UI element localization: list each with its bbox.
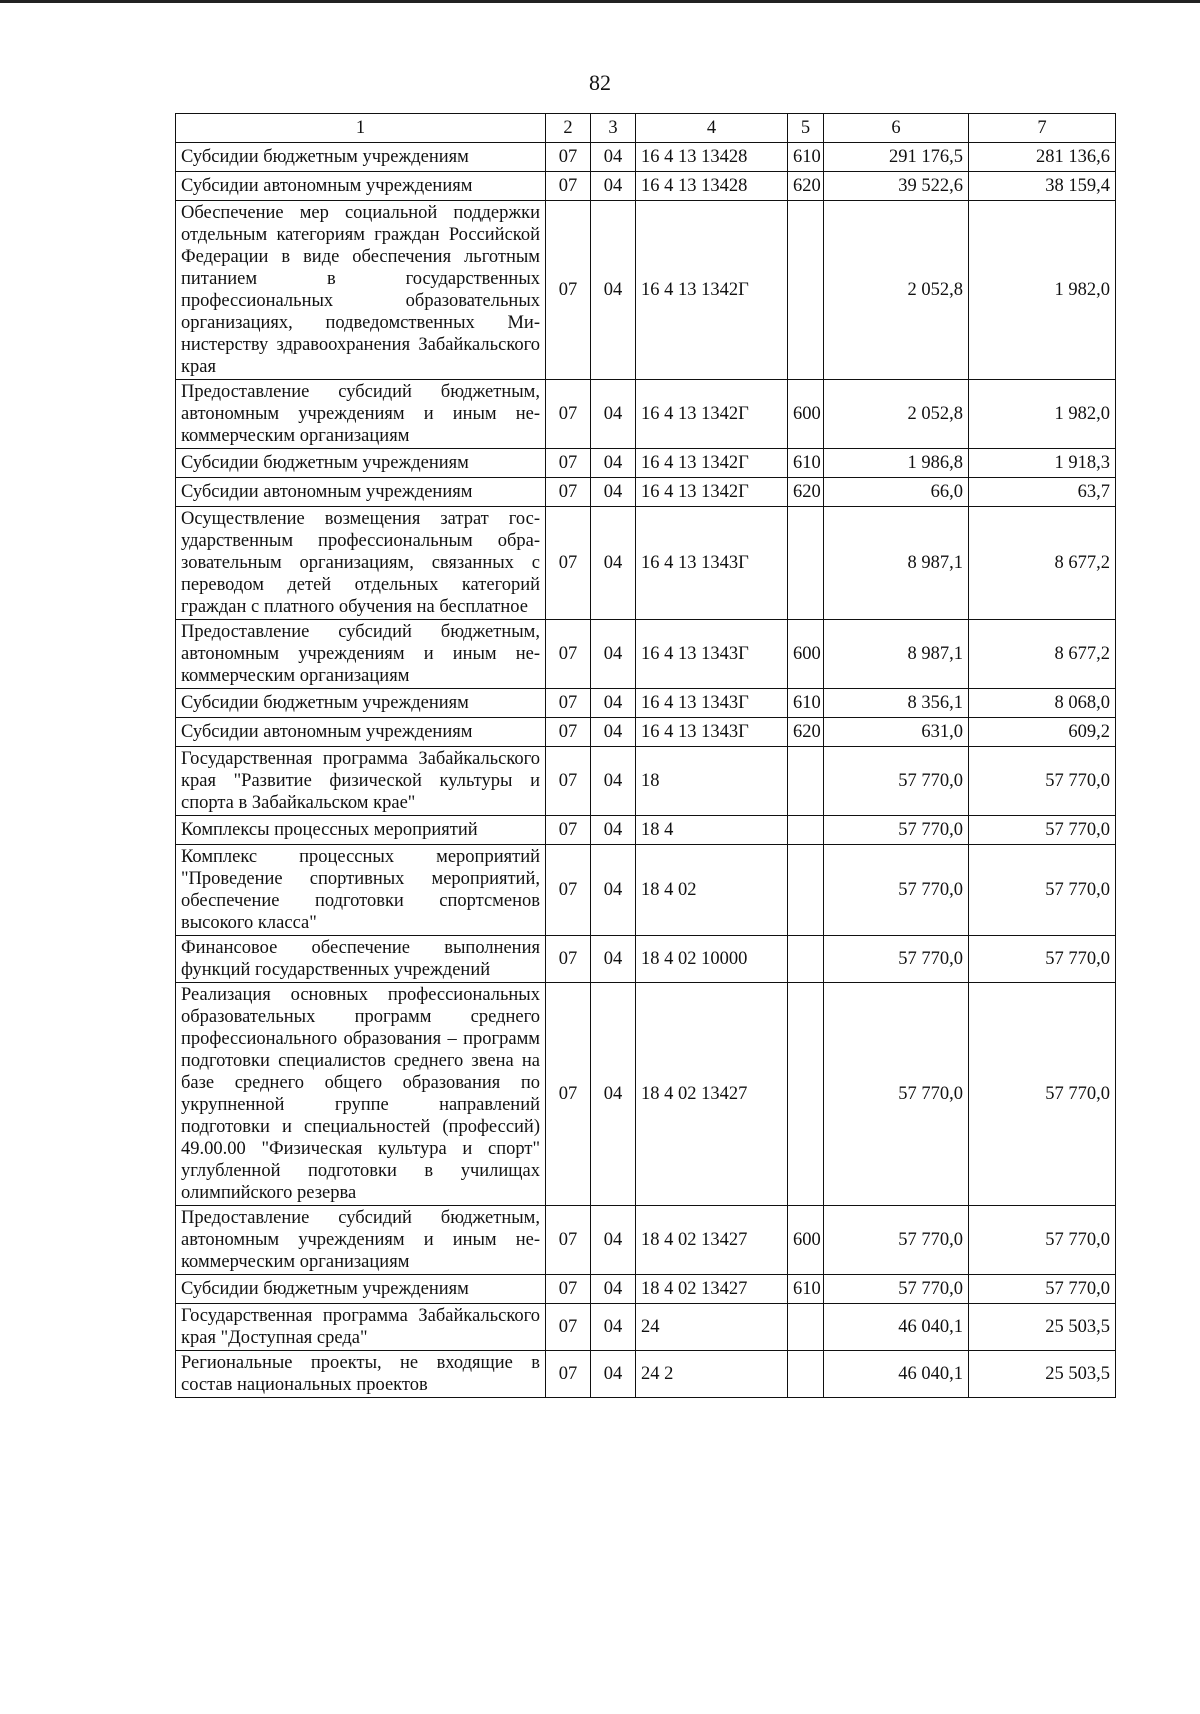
row-amount-col6: 2 052,8	[824, 380, 969, 449]
row-section: 07	[546, 1351, 591, 1398]
row-subsection: 04	[591, 1351, 636, 1398]
row-expense-type	[788, 507, 824, 620]
table-row	[176, 507, 1116, 620]
row-target-code: 16 4 13 1342Г	[636, 449, 788, 478]
row-expense-type	[788, 816, 824, 845]
row-section: 07	[546, 983, 591, 1206]
row-name: Субсидии бюджетным учреждениям	[176, 449, 546, 478]
row-expense-type	[788, 936, 824, 983]
row-amount-col7: 609,2	[969, 718, 1116, 747]
row-amount-col7: 57 770,0	[969, 936, 1116, 983]
row-name: Предоставление субсидий бюджетным, автономным учреждениям и иным некоммерческим организациям	[176, 380, 546, 449]
row-name: Комплексы процессных мероприятий	[176, 816, 546, 845]
row-section: 07	[546, 845, 591, 936]
row-target-code: 18	[636, 747, 788, 816]
row-section: 07	[546, 1304, 591, 1351]
row-target-code: 16 4 13 1343Г	[636, 507, 788, 620]
row-target-code: 16 4 13 1343Г	[636, 689, 788, 718]
row-name: Субсидии бюджетным учреждениям	[176, 143, 546, 172]
row-name: Государственная программа Забайкальского края "Доступная среда"	[176, 1304, 546, 1351]
table-row	[176, 1304, 1116, 1351]
row-expense-type	[788, 201, 824, 380]
row-amount-col6: 631,0	[824, 718, 969, 747]
table-row	[176, 816, 1116, 845]
row-amount-col6: 8 356,1	[824, 689, 969, 718]
row-amount-col6: 57 770,0	[824, 816, 969, 845]
top-border-line	[0, 0, 1200, 3]
row-amount-col7: 38 159,4	[969, 172, 1116, 201]
row-amount-col6: 57 770,0	[824, 845, 969, 936]
row-amount-col6: 46 040,1	[824, 1351, 969, 1398]
row-section: 07	[546, 816, 591, 845]
row-section: 07	[546, 1275, 591, 1304]
row-amount-col7: 57 770,0	[969, 1206, 1116, 1275]
header-col-4: 4	[636, 114, 788, 143]
table-row	[176, 201, 1116, 380]
budget-table	[175, 113, 1116, 1398]
table-row	[176, 718, 1116, 747]
row-amount-col7: 25 503,5	[969, 1304, 1116, 1351]
row-name: Региональные проекты, не входящие в состав национальных проектов	[176, 1351, 546, 1398]
row-expense-type: 610	[788, 449, 824, 478]
row-expense-type	[788, 845, 824, 936]
row-section: 07	[546, 201, 591, 380]
row-target-code: 18 4 02 13427	[636, 1275, 788, 1304]
row-name: Субсидии бюджетным учреждениям	[176, 1275, 546, 1304]
row-section: 07	[546, 747, 591, 816]
row-name: Предоставление субсидий бюджетным, автономным учреждениям и иным некоммерческим организациям	[176, 620, 546, 689]
page-number: 82	[589, 70, 611, 95]
row-target-code: 16 4 13 1342Г	[636, 478, 788, 507]
row-amount-col6: 8 987,1	[824, 507, 969, 620]
row-amount-col7: 8 677,2	[969, 620, 1116, 689]
table-row	[176, 689, 1116, 718]
row-target-code: 18 4	[636, 816, 788, 845]
header-col-2: 2	[546, 114, 591, 143]
table-body	[176, 143, 1116, 1398]
row-subsection: 04	[591, 718, 636, 747]
row-amount-col6: 46 040,1	[824, 1304, 969, 1351]
row-expense-type	[788, 983, 824, 1206]
row-amount-col6: 8 987,1	[824, 620, 969, 689]
row-name: Обеспечение мер социальной поддержки отдельным категориям граждан Российской Федерации в виде обеспечения льготным питанием в государственных профессиональных образовательных организациях, подведомственных Министерству здравоохранения Забайкальского края	[176, 201, 546, 380]
row-target-code: 16 4 13 1343Г	[636, 718, 788, 747]
row-target-code: 16 4 13 1342Г	[636, 380, 788, 449]
row-amount-col7: 1 918,3	[969, 449, 1116, 478]
row-name: Субсидии автономным учреждениям	[176, 718, 546, 747]
row-name: Субсидии автономным учреждениям	[176, 172, 546, 201]
row-section: 07	[546, 1206, 591, 1275]
header-col-6: 6	[824, 114, 969, 143]
table-header-row	[176, 114, 1116, 143]
row-name: Реализация основных профессиональных образовательных программ среднего профессионального образования – программ подготовки специалистов среднего звена на базе среднего общего образования по укрупненной группе направлений подготовки и специальностей (профессий) 49.00.00 "Физическая культура и спорт" углубленной подготовки в училищах олимпийского резерва	[176, 983, 546, 1206]
row-amount-col7: 1 982,0	[969, 380, 1116, 449]
row-section: 07	[546, 449, 591, 478]
row-amount-col7: 57 770,0	[969, 845, 1116, 936]
row-amount-col7: 25 503,5	[969, 1351, 1116, 1398]
row-expense-type: 610	[788, 1275, 824, 1304]
row-amount-col7: 63,7	[969, 478, 1116, 507]
row-subsection: 04	[591, 143, 636, 172]
row-amount-col7: 8 068,0	[969, 689, 1116, 718]
row-target-code: 16 4 13 1342Г	[636, 201, 788, 380]
row-name: Комплекс процессных мероприятий "Проведение спортивных мероприятий, обеспечение подготовки спортсменов высокого класса"	[176, 845, 546, 936]
row-expense-type: 620	[788, 718, 824, 747]
row-name: Субсидии автономным учреждениям	[176, 478, 546, 507]
row-subsection: 04	[591, 172, 636, 201]
row-name: Субсидии бюджетным учреждениям	[176, 689, 546, 718]
header-col-3: 3	[591, 114, 636, 143]
row-target-code: 18 4 02 10000	[636, 936, 788, 983]
row-subsection: 04	[591, 201, 636, 380]
row-amount-col6: 57 770,0	[824, 1206, 969, 1275]
row-amount-col6: 57 770,0	[824, 936, 969, 983]
row-target-code: 16 4 13 1343Г	[636, 620, 788, 689]
row-section: 07	[546, 478, 591, 507]
row-section: 07	[546, 172, 591, 201]
row-section: 07	[546, 936, 591, 983]
row-expense-type	[788, 1304, 824, 1351]
row-amount-col7: 281 136,6	[969, 143, 1116, 172]
row-subsection: 04	[591, 689, 636, 718]
row-subsection: 04	[591, 747, 636, 816]
row-amount-col6: 66,0	[824, 478, 969, 507]
row-section: 07	[546, 507, 591, 620]
row-target-code: 16 4 13 13428	[636, 172, 788, 201]
row-target-code: 18 4 02 13427	[636, 983, 788, 1206]
header-col-1: 1	[176, 114, 546, 143]
row-subsection: 04	[591, 1275, 636, 1304]
row-amount-col6: 291 176,5	[824, 143, 969, 172]
table-row	[176, 1275, 1116, 1304]
row-name: Государственная программа Забайкальского края "Развитие физической культуры и спорта в Забайкальском крае"	[176, 747, 546, 816]
row-subsection: 04	[591, 845, 636, 936]
table-row	[176, 1351, 1116, 1398]
row-subsection: 04	[591, 507, 636, 620]
table-row	[176, 983, 1116, 1206]
row-subsection: 04	[591, 1304, 636, 1351]
row-amount-col7: 57 770,0	[969, 983, 1116, 1206]
row-target-code: 24	[636, 1304, 788, 1351]
row-section: 07	[546, 718, 591, 747]
row-target-code: 24 2	[636, 1351, 788, 1398]
row-subsection: 04	[591, 983, 636, 1206]
row-subsection: 04	[591, 816, 636, 845]
table-row	[176, 380, 1116, 449]
row-target-code: 16 4 13 13428	[636, 143, 788, 172]
row-subsection: 04	[591, 620, 636, 689]
row-amount-col7: 57 770,0	[969, 1275, 1116, 1304]
row-name: Осуществление возмещения затрат государственным профессиональным образовательным организациям, связанных с переводом детей отдельных категорий граждан с платного обучения на бесплатное	[176, 507, 546, 620]
row-section: 07	[546, 620, 591, 689]
row-subsection: 04	[591, 478, 636, 507]
row-subsection: 04	[591, 449, 636, 478]
row-section: 07	[546, 380, 591, 449]
row-expense-type: 610	[788, 143, 824, 172]
row-expense-type: 600	[788, 620, 824, 689]
row-amount-col6: 57 770,0	[824, 747, 969, 816]
row-expense-type: 600	[788, 1206, 824, 1275]
table-row	[176, 478, 1116, 507]
row-amount-col6: 2 052,8	[824, 201, 969, 380]
table-row	[176, 620, 1116, 689]
table-row	[176, 1206, 1116, 1275]
table-row	[176, 747, 1116, 816]
table-row	[176, 143, 1116, 172]
row-expense-type	[788, 747, 824, 816]
row-expense-type: 610	[788, 689, 824, 718]
row-subsection: 04	[591, 936, 636, 983]
row-subsection: 04	[591, 1206, 636, 1275]
row-target-code: 18 4 02	[636, 845, 788, 936]
row-expense-type: 600	[788, 380, 824, 449]
table-row	[176, 845, 1116, 936]
row-amount-col6: 57 770,0	[824, 983, 969, 1206]
row-target-code: 18 4 02 13427	[636, 1206, 788, 1275]
row-amount-col6: 1 986,8	[824, 449, 969, 478]
row-section: 07	[546, 143, 591, 172]
row-amount-col6: 57 770,0	[824, 1275, 969, 1304]
row-expense-type: 620	[788, 478, 824, 507]
row-amount-col6: 39 522,6	[824, 172, 969, 201]
header-col-5: 5	[788, 114, 824, 143]
table-row	[176, 449, 1116, 478]
row-section: 07	[546, 689, 591, 718]
row-expense-type: 620	[788, 172, 824, 201]
row-name: Финансовое обеспечение выполнения функций государственных учреждений	[176, 936, 546, 983]
table-row	[176, 172, 1116, 201]
row-amount-col7: 1 982,0	[969, 201, 1116, 380]
table-row	[176, 936, 1116, 983]
row-amount-col7: 8 677,2	[969, 507, 1116, 620]
row-amount-col7: 57 770,0	[969, 747, 1116, 816]
row-expense-type	[788, 1351, 824, 1398]
row-amount-col7: 57 770,0	[969, 816, 1116, 845]
row-subsection: 04	[591, 380, 636, 449]
row-name: Предоставление субсидий бюджетным, автономным учреждениям и иным некоммерческим организациям	[176, 1206, 546, 1275]
header-col-7: 7	[969, 114, 1116, 143]
